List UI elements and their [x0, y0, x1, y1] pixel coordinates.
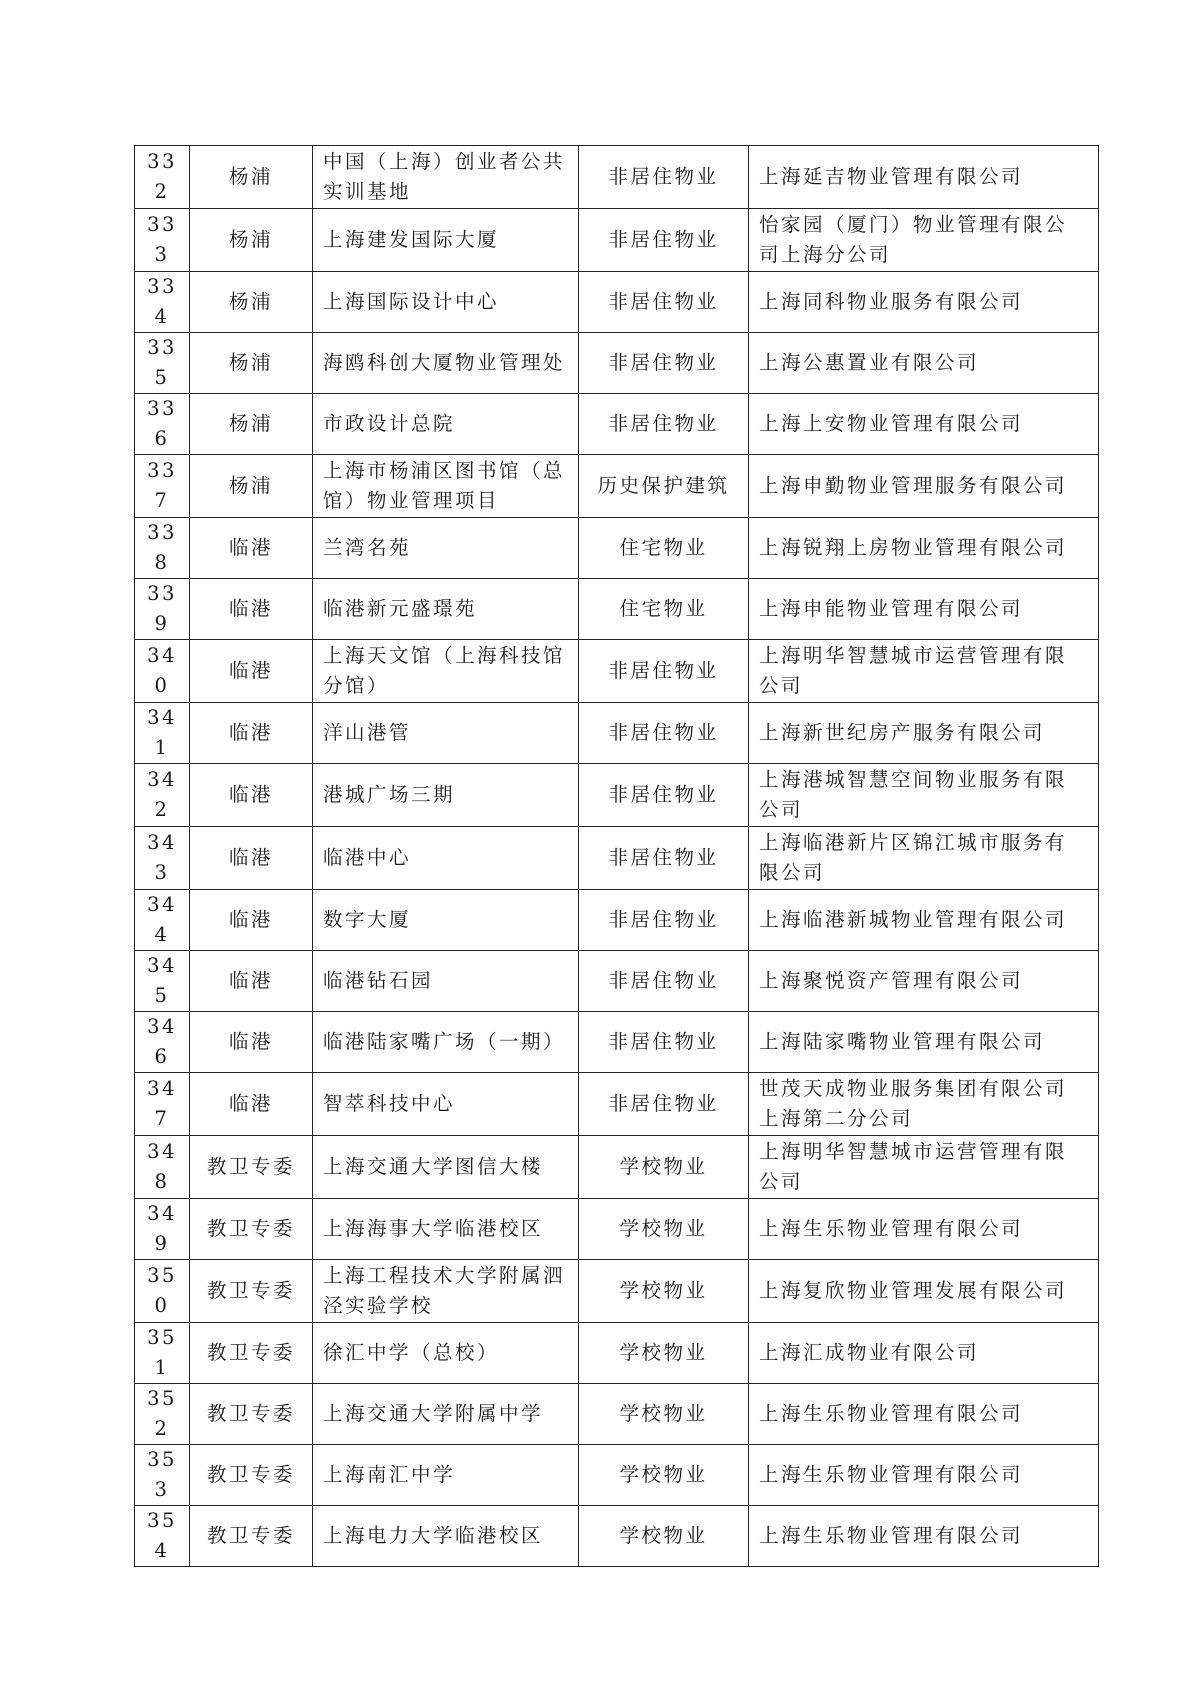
company-cell: 上海生乐物业管理有限公司	[749, 1445, 1099, 1506]
district-cell: 教卫专委	[190, 1199, 313, 1260]
project-name-cell: 数字大厦	[313, 890, 579, 951]
row-number: 335	[135, 333, 190, 394]
project-name-cell: 临港中心	[313, 827, 579, 890]
property-type-cell: 学校物业	[579, 1260, 749, 1323]
table-row	[135, 272, 1099, 333]
property-type-cell: 非居住物业	[579, 1012, 749, 1073]
row-number: 341	[135, 703, 190, 764]
table-body	[135, 146, 1099, 1567]
property-type-cell: 非居住物业	[579, 209, 749, 272]
property-type-cell: 非居住物业	[579, 394, 749, 455]
table-row	[135, 1445, 1099, 1506]
property-type-cell: 学校物业	[579, 1199, 749, 1260]
district-cell: 临港	[190, 1073, 313, 1136]
property-type-cell: 住宅物业	[579, 518, 749, 579]
district-cell: 临港	[190, 951, 313, 1012]
company-cell: 上海申勤物业管理服务有限公司	[749, 455, 1099, 518]
district-cell: 教卫专委	[190, 1323, 313, 1384]
table-row	[135, 764, 1099, 827]
table-row	[135, 640, 1099, 703]
district-cell: 教卫专委	[190, 1506, 313, 1567]
project-name-cell: 临港新元盛璟苑	[313, 579, 579, 640]
table-row	[135, 951, 1099, 1012]
row-number: 346	[135, 1012, 190, 1073]
company-cell: 世茂天成物业服务集团有限公司上海第二分公司	[749, 1073, 1099, 1136]
property-type-cell: 非居住物业	[579, 951, 749, 1012]
project-name-cell: 临港钻石园	[313, 951, 579, 1012]
district-cell: 临港	[190, 518, 313, 579]
project-name-cell: 兰湾名苑	[313, 518, 579, 579]
district-cell: 杨浦	[190, 333, 313, 394]
table-row	[135, 1136, 1099, 1199]
project-name-cell: 临港陆家嘴广场（一期）	[313, 1012, 579, 1073]
district-cell: 杨浦	[190, 146, 313, 209]
table-row	[135, 333, 1099, 394]
row-number: 348	[135, 1136, 190, 1199]
property-list-table	[134, 145, 1099, 1567]
district-cell: 临港	[190, 579, 313, 640]
company-cell: 上海生乐物业管理有限公司	[749, 1199, 1099, 1260]
company-cell: 上海新世纪房产服务有限公司	[749, 703, 1099, 764]
row-number: 339	[135, 579, 190, 640]
table-row	[135, 209, 1099, 272]
property-type-cell: 非居住物业	[579, 703, 749, 764]
property-type-cell: 非居住物业	[579, 1073, 749, 1136]
company-cell: 上海复欣物业管理发展有限公司	[749, 1260, 1099, 1323]
table-row	[135, 1323, 1099, 1384]
company-cell: 上海明华智慧城市运营管理有限公司	[749, 640, 1099, 703]
project-name-cell: 智萃科技中心	[313, 1073, 579, 1136]
company-cell: 上海生乐物业管理有限公司	[749, 1506, 1099, 1567]
table-row	[135, 827, 1099, 890]
table-row	[135, 394, 1099, 455]
district-cell: 教卫专委	[190, 1260, 313, 1323]
row-number: 338	[135, 518, 190, 579]
row-number: 343	[135, 827, 190, 890]
company-cell: 上海上安物业管理有限公司	[749, 394, 1099, 455]
district-cell: 教卫专委	[190, 1445, 313, 1506]
company-cell: 上海锐翔上房物业管理有限公司	[749, 518, 1099, 579]
project-name-cell: 徐汇中学（总校）	[313, 1323, 579, 1384]
district-cell: 教卫专委	[190, 1136, 313, 1199]
project-name-cell: 上海南汇中学	[313, 1445, 579, 1506]
table-row	[135, 455, 1099, 518]
project-name-cell: 上海海事大学临港校区	[313, 1199, 579, 1260]
row-number: 351	[135, 1323, 190, 1384]
row-number: 334	[135, 272, 190, 333]
table-row	[135, 1073, 1099, 1136]
company-cell: 上海陆家嘴物业管理有限公司	[749, 1012, 1099, 1073]
row-number: 349	[135, 1199, 190, 1260]
project-name-cell: 海鸥科创大厦物业管理处	[313, 333, 579, 394]
company-cell: 上海临港新城物业管理有限公司	[749, 890, 1099, 951]
row-number: 340	[135, 640, 190, 703]
property-type-cell: 非居住物业	[579, 146, 749, 209]
project-name-cell: 市政设计总院	[313, 394, 579, 455]
district-cell: 杨浦	[190, 394, 313, 455]
table-row	[135, 1012, 1099, 1073]
property-type-cell: 非居住物业	[579, 827, 749, 890]
table-row	[135, 890, 1099, 951]
project-name-cell: 中国（上海）创业者公共实训基地	[313, 146, 579, 209]
project-name-cell: 洋山港管	[313, 703, 579, 764]
project-name-cell: 上海电力大学临港校区	[313, 1506, 579, 1567]
row-number: 353	[135, 1445, 190, 1506]
property-type-cell: 非居住物业	[579, 640, 749, 703]
property-type-cell: 非居住物业	[579, 764, 749, 827]
property-type-cell: 学校物业	[579, 1445, 749, 1506]
district-cell: 临港	[190, 827, 313, 890]
company-cell: 上海同科物业服务有限公司	[749, 272, 1099, 333]
property-type-cell: 历史保护建筑	[579, 455, 749, 518]
table-row	[135, 703, 1099, 764]
project-name-cell: 上海天文馆（上海科技馆分馆）	[313, 640, 579, 703]
company-cell: 上海港城智慧空间物业服务有限公司	[749, 764, 1099, 827]
company-cell: 上海临港新片区锦江城市服务有限公司	[749, 827, 1099, 890]
property-type-cell: 非居住物业	[579, 890, 749, 951]
table-row	[135, 146, 1099, 209]
district-cell: 杨浦	[190, 455, 313, 518]
row-number: 344	[135, 890, 190, 951]
district-cell: 临港	[190, 764, 313, 827]
company-cell: 上海公惠置业有限公司	[749, 333, 1099, 394]
row-number: 332	[135, 146, 190, 209]
property-type-cell: 非居住物业	[579, 333, 749, 394]
district-cell: 杨浦	[190, 272, 313, 333]
property-type-cell: 学校物业	[579, 1506, 749, 1567]
district-cell: 临港	[190, 703, 313, 764]
table-row	[135, 1506, 1099, 1567]
property-type-cell: 学校物业	[579, 1323, 749, 1384]
project-name-cell: 上海交通大学附属中学	[313, 1384, 579, 1445]
row-number: 345	[135, 951, 190, 1012]
row-number: 352	[135, 1384, 190, 1445]
company-cell: 上海延吉物业管理有限公司	[749, 146, 1099, 209]
district-cell: 杨浦	[190, 209, 313, 272]
table-row	[135, 1199, 1099, 1260]
table-row	[135, 579, 1099, 640]
company-cell: 上海聚悦资产管理有限公司	[749, 951, 1099, 1012]
project-name-cell: 上海交通大学图信大楼	[313, 1136, 579, 1199]
project-name-cell: 上海国际设计中心	[313, 272, 579, 333]
project-name-cell: 上海建发国际大厦	[313, 209, 579, 272]
table-row	[135, 518, 1099, 579]
property-type-cell: 住宅物业	[579, 579, 749, 640]
district-cell: 临港	[190, 640, 313, 703]
row-number: 350	[135, 1260, 190, 1323]
row-number: 337	[135, 455, 190, 518]
company-cell: 上海明华智慧城市运营管理有限公司	[749, 1136, 1099, 1199]
company-cell: 上海汇成物业有限公司	[749, 1323, 1099, 1384]
property-type-cell: 学校物业	[579, 1136, 749, 1199]
company-cell: 上海申能物业管理有限公司	[749, 579, 1099, 640]
table-row	[135, 1384, 1099, 1445]
row-number: 347	[135, 1073, 190, 1136]
district-cell: 临港	[190, 1012, 313, 1073]
property-type-cell: 学校物业	[579, 1384, 749, 1445]
project-name-cell: 港城广场三期	[313, 764, 579, 827]
district-cell: 临港	[190, 890, 313, 951]
row-number: 354	[135, 1506, 190, 1567]
table-row	[135, 1260, 1099, 1323]
row-number: 336	[135, 394, 190, 455]
project-name-cell: 上海工程技术大学附属泗泾实验学校	[313, 1260, 579, 1323]
project-name-cell: 上海市杨浦区图书馆（总馆）物业管理项目	[313, 455, 579, 518]
row-number: 342	[135, 764, 190, 827]
company-cell: 上海生乐物业管理有限公司	[749, 1384, 1099, 1445]
company-cell: 怡家园（厦门）物业管理有限公司上海分公司	[749, 209, 1099, 272]
row-number: 333	[135, 209, 190, 272]
district-cell: 教卫专委	[190, 1384, 313, 1445]
property-type-cell: 非居住物业	[579, 272, 749, 333]
